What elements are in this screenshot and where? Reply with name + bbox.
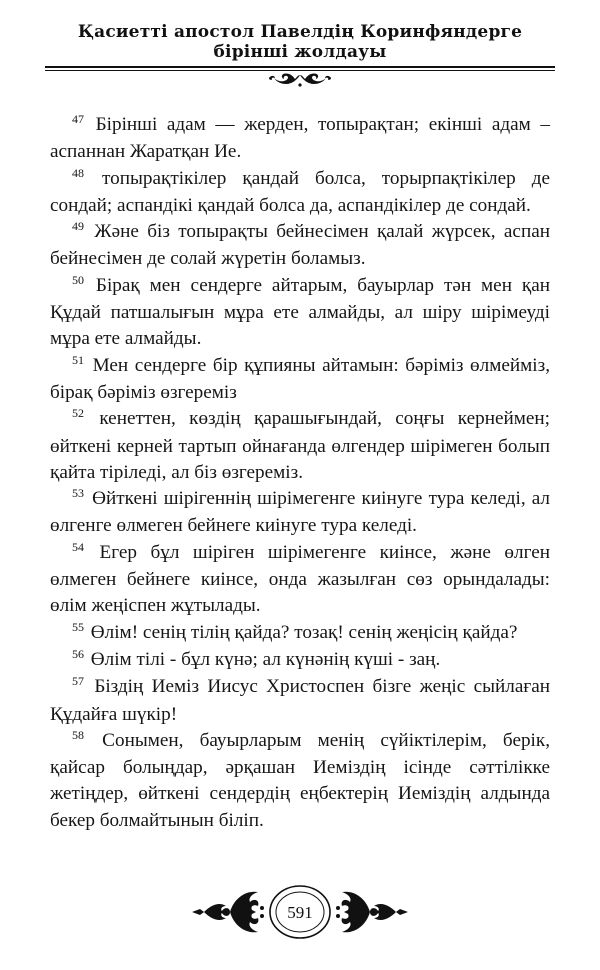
verse-58 (50, 728, 550, 834)
verse-number: 51 (72, 352, 84, 367)
verse-number: 49 (72, 219, 84, 234)
verse-text: Бірінші адам — жерден, топырақтан; екінші адам – аспаннан Жаратқан Ие. (50, 114, 551, 163)
header-double-rule (45, 66, 555, 71)
verse-number: 55 (72, 619, 84, 634)
verse-48 (50, 166, 550, 220)
verse-50 (50, 273, 550, 353)
page-header (0, 22, 600, 62)
verse-54 (50, 540, 550, 620)
verse-text: кенеттен, көздің қарашығындай, соңғы кернеймен; өйткені керней тартып ойнағанда өлгендер шірімеген болып қайта тіріледі, ал біз өзгереміз. (50, 408, 551, 483)
verse-49 (50, 219, 550, 273)
verse-number: 52 (72, 406, 84, 421)
verse-text: Мен сендерге бір құпияны айтамын: бәріміз өлмейміз, бірақ бәріміз өзгереміз (50, 354, 551, 403)
verse-number: 48 (72, 165, 84, 180)
verse-number: 58 (72, 727, 84, 742)
verse-55 (50, 620, 550, 647)
verse-57 (50, 674, 550, 728)
scripture-text (50, 112, 550, 834)
verse-number: 53 (72, 486, 84, 501)
page-number: 591 (287, 903, 313, 922)
verse-number: 47 (72, 112, 84, 126)
verse-text: Біздің Иеміз Иисус Христоспен бізге жеңіс сыйлаған Құдайға шүкір! (50, 676, 550, 725)
verse-number: 56 (72, 646, 84, 661)
verse-text: Өйткені шірігеннің шірімегенге киінуге тура келеді, ал өлгенге өлмеген бейнеге киінуге тура келеді. (50, 488, 551, 537)
verse-text: топырақтікілер қандай болса, торырпақтікілер де сондай; аспандікі қандай болса да, аспандікілер де сондай. (50, 167, 550, 216)
book-title-line-1: Қасиетті апостол Павелдің Коринфяндерге (77, 22, 523, 42)
verse-text: Өлім! сенің тілің қайда? тозақ! сенің жеңісің қайда? (90, 621, 518, 643)
verse-text: Сонымен, бауырларым менің сүйіктілерім, берік, қайсар болыңдар, әрқашан Иеміздің ісінде сәттілікке жетіңдер, өйткені сендердің еңбектерің Иеміздің алдында бекер болмайтынын біліп. (50, 729, 551, 831)
verse-text: Және біз топырақты бейнесімен қалай жүрсек, аспан бейнесімен де солай жүретін боламыз. (50, 221, 550, 270)
verse-number: 50 (72, 272, 84, 287)
verse-53 (50, 486, 550, 540)
rule-thin (45, 70, 555, 71)
verse-text: Бірақ мен сендерге айтарым, бауырлар тән мен қан Құдай патшалығын мұра ете алмайды, ал шіру шірімеуді мұра ете алмайды. (50, 274, 550, 350)
verse-number: 57 (72, 674, 84, 689)
verse-52 (50, 406, 550, 486)
rule-thick (45, 66, 555, 68)
verse-number: 54 (72, 539, 84, 554)
verse-51 (50, 353, 550, 407)
verse-text: Өлім тілі - бұл күнә; ал күнәнің күші - заң. (90, 648, 441, 670)
verse-text: Егер бұл шіріген шірімегенге киінсе, және өлген өлмеген бейнеге киінсе, онда жазылған сөз орындалады: өлім жеңіспен жұтылады. (50, 541, 550, 617)
floral-divider-icon (262, 72, 338, 88)
book-title-line-2: бірінші жолдауы (213, 42, 387, 62)
verse-47 (50, 112, 550, 166)
verse-56 (50, 647, 550, 674)
